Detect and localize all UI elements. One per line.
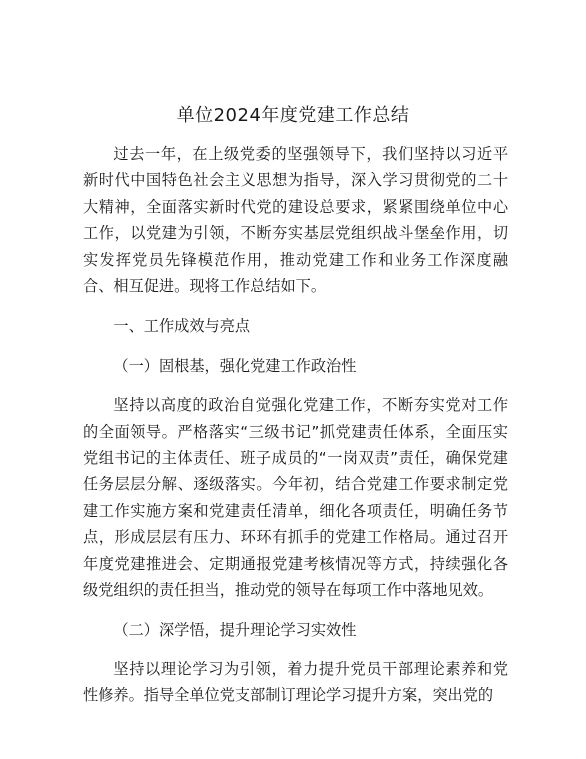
subsection-paragraph-1: 坚持以高度的政治自觉强化党建工作，不断夯实党对工作的全面领导。严格落实“三级书记”抓党建责任体系，全面压实党组书记的主体责任、班子成员的“一岗双责”责任，确保党建任务层层分解、逐级落实。今年初，结合党建工作要求制定党建工作实施方案和党建责任清单，细化各项责任，明确任务节点，形成层层有压力、环环有抓手的党建工作格局。通过召开年度党建推进会、定期通报党建考核情况等方式，持续强化各级党组织的责任担当，推动党的领导在每项工作中落地见效。 <box>83 396 508 600</box>
subsection-heading-2: （二）深学悟，提升理论学习实效性 <box>113 620 357 639</box>
subsection-paragraph-2: 坚持以理论学习为引领，着力提升党员干部理论素养和党性修养。指导全单位党支部制订理论学习提升方案，突出党的 <box>83 659 508 705</box>
intro-paragraph: 过去一年，在上级党委的坚强领导下，我们坚持以习近平新时代中国特色社会主义思想为指导，深入学习贯彻党的二十大精神，全面落实新时代党的建设总要求，紧紧围绕单位中心工作，以党建为引领，不断夯实基层党组织战斗堡垒作用，切实发挥党员先锋模范作用，推动党建工作和业务工作深度融合、相互促进。现将工作总结如下。 <box>83 145 508 296</box>
document-title: 单位2024年度党建工作总结 <box>176 105 410 126</box>
document-body <box>83 141 508 709</box>
section-heading-1: 一、工作成效与亮点 <box>113 317 251 336</box>
subsection-heading-1: （一）固根基，强化党建工作政治性 <box>113 356 357 375</box>
